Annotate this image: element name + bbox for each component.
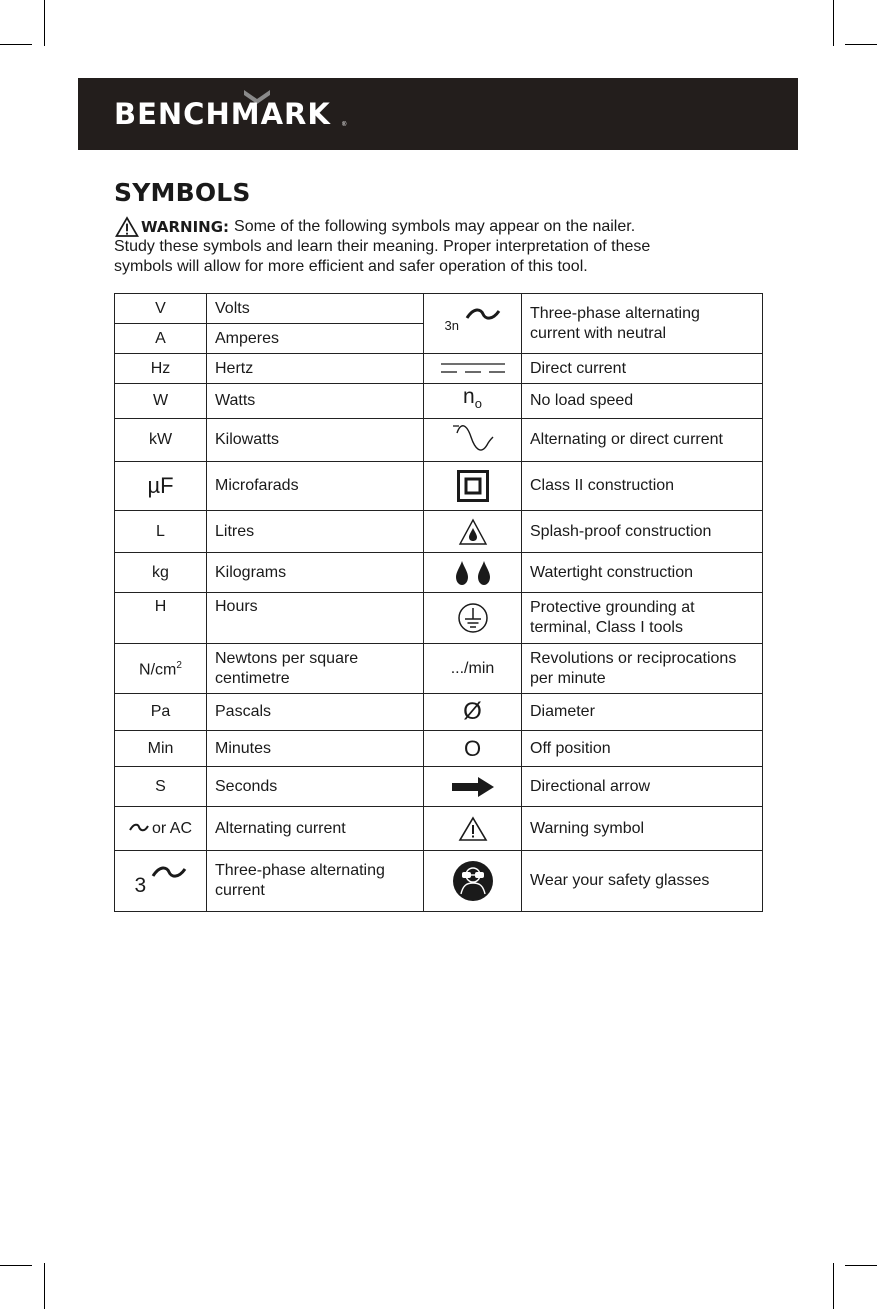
- meaning-cell: Direct current: [522, 354, 763, 384]
- crop-mark: [0, 1265, 32, 1266]
- symbol-cell: O: [424, 731, 522, 767]
- meaning-cell: Alternating current: [207, 807, 424, 851]
- symbol-cell: [424, 354, 522, 384]
- ac-dc-wave-icon: [451, 423, 495, 457]
- meaning-cell: Wear your safety glasses: [522, 851, 763, 912]
- tilde-icon: [151, 866, 187, 880]
- symbol-cell: [424, 807, 522, 851]
- intro-line: symbols will allow for more efficient and safer operation of this tool.: [114, 258, 588, 275]
- table-row: [115, 767, 763, 807]
- table-row: [115, 354, 763, 384]
- table-row: [115, 593, 763, 644]
- meaning-cell: Volts: [207, 294, 424, 324]
- table-row: [115, 644, 763, 694]
- symbol-cell: Pa: [115, 694, 207, 731]
- crop-mark: [0, 44, 32, 45]
- warning-line: [114, 216, 764, 237]
- table-row: [115, 511, 763, 553]
- symbol-cell: Ø: [424, 694, 522, 731]
- meaning-cell: Class II construction: [522, 462, 763, 511]
- intro-line: Study these symbols and learn their meaning. Proper interpretation of these: [114, 238, 651, 255]
- table-row: [115, 294, 763, 324]
- meaning-cell: Newtons per square centimetre: [207, 644, 424, 694]
- meaning-cell: Splash-proof construction: [522, 511, 763, 553]
- symbol-cell: $N/cm^2$: [115, 644, 207, 694]
- three-phase-symbol: 3: [135, 860, 187, 896]
- crop-mark: [833, 1263, 834, 1309]
- meaning-cell: Three-phase alternating current: [207, 851, 424, 912]
- meaning-cell: Watts: [207, 384, 424, 419]
- meaning-cell: Hertz: [207, 354, 424, 384]
- symbol-cell: [424, 294, 522, 354]
- symbol-cell: [424, 511, 522, 553]
- symbol-cell: S: [115, 767, 207, 807]
- class-ii-square-icon: [457, 470, 489, 502]
- symbol-cell: µF: [115, 462, 207, 511]
- meaning-cell: Diameter: [522, 694, 763, 731]
- section-title: SYMBOLS: [114, 178, 251, 207]
- crop-mark: [845, 1265, 877, 1266]
- crop-mark: [44, 0, 45, 46]
- meaning-cell: Litres: [207, 511, 424, 553]
- meaning-cell: Amperes: [207, 324, 424, 354]
- dc-dashes-icon: [438, 361, 508, 375]
- meaning-cell: Pascals: [207, 694, 424, 731]
- table-row: [115, 553, 763, 593]
- table-row: [115, 694, 763, 731]
- meaning-cell: Microfarads: [207, 462, 424, 511]
- no-load-symbol: $n_o$: [463, 385, 482, 412]
- meaning-cell: Kilowatts: [207, 419, 424, 462]
- ground-icon: [457, 602, 489, 634]
- arrow-right-icon: [450, 776, 496, 798]
- symbol-cell: .../min: [424, 644, 522, 694]
- meaning-cell: Alternating or direct current: [522, 419, 763, 462]
- three-phase-neutral-symbol: 3n: [445, 304, 501, 338]
- meaning-cell: Seconds: [207, 767, 424, 807]
- symbol-cell: [424, 419, 522, 462]
- table-row: [115, 851, 763, 912]
- symbol-cell: [424, 553, 522, 593]
- table-row: [115, 419, 763, 462]
- warning-label: WARNING:: [141, 218, 230, 236]
- tilde-icon: [129, 823, 149, 833]
- meaning-cell: Three-phase alternating current with neutral: [522, 294, 763, 354]
- splash-proof-icon: [458, 518, 488, 546]
- symbol-cell: kW: [115, 419, 207, 462]
- meaning-cell: Protective grounding at terminal, Class I tools: [522, 593, 763, 644]
- symbol-cell: A: [115, 324, 207, 354]
- symbols-table: [114, 293, 763, 912]
- header-band: [78, 78, 798, 150]
- table-row: [115, 807, 763, 851]
- meaning-cell: Warning symbol: [522, 807, 763, 851]
- intro-text: [114, 216, 764, 277]
- symbol-cell: [424, 851, 522, 912]
- crop-mark: [44, 1263, 45, 1309]
- symbol-cell: L: [115, 511, 207, 553]
- symbol-cell: [424, 384, 522, 419]
- brand-logo: BENCHMARK: [114, 97, 331, 131]
- symbol-cell: [424, 462, 522, 511]
- symbol-cell: [424, 767, 522, 807]
- crop-mark: [845, 44, 877, 45]
- symbol-cell: Min: [115, 731, 207, 767]
- registered-mark: ®: [342, 122, 347, 128]
- warning-triangle-icon: [458, 816, 488, 842]
- table-row: [115, 462, 763, 511]
- symbol-cell: [424, 593, 522, 644]
- meaning-cell: Minutes: [207, 731, 424, 767]
- crop-mark: [833, 0, 834, 46]
- watertight-drops-icon: [452, 559, 494, 587]
- meaning-cell: No load speed: [522, 384, 763, 419]
- table-row: [115, 384, 763, 419]
- warning-triangle-icon: [114, 216, 140, 237]
- symbol-cell: [115, 851, 207, 912]
- symbol-cell: V: [115, 294, 207, 324]
- warning-text: Some of the following symbols may appear on the nailer.: [234, 218, 636, 235]
- symbol-cell: H: [115, 593, 207, 644]
- tilde-icon: [465, 308, 501, 322]
- meaning-cell: Hours: [207, 593, 424, 644]
- meaning-cell: Watertight construction: [522, 553, 763, 593]
- meaning-cell: Directional arrow: [522, 767, 763, 807]
- symbol-cell: Hz: [115, 354, 207, 384]
- meaning-cell: Off position: [522, 731, 763, 767]
- symbol-cell: kg: [115, 553, 207, 593]
- meaning-cell: Revolutions or reciprocations per minute: [522, 644, 763, 694]
- meaning-cell: Kilograms: [207, 553, 424, 593]
- table-row: [115, 731, 763, 767]
- symbol-cell: or AC: [115, 807, 207, 851]
- symbol-cell: W: [115, 384, 207, 419]
- safety-glasses-icon: [452, 860, 494, 902]
